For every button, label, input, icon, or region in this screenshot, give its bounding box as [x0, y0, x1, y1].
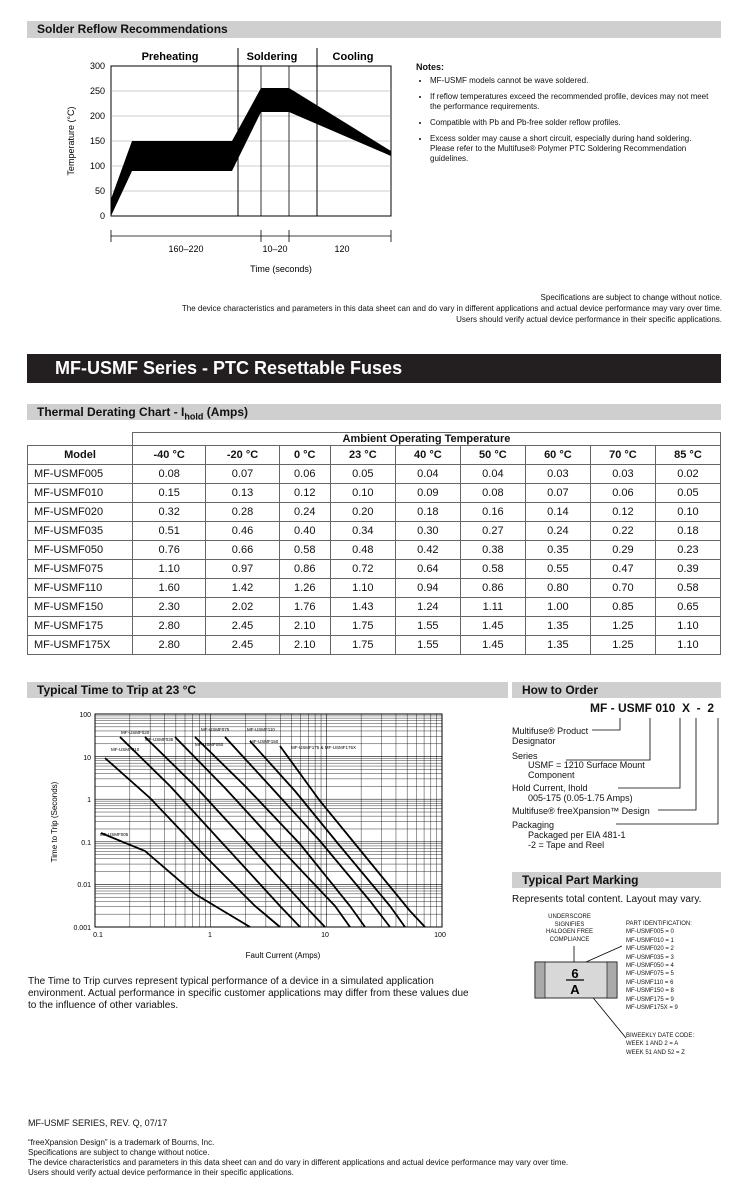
ihold-cell: 0.48 [330, 541, 395, 560]
phase-preheating: Preheating [141, 51, 199, 63]
ihold-cell: 0.09 [395, 484, 460, 503]
ihold-cell: 2.10 [279, 617, 330, 636]
svg-text:1: 1 [87, 797, 91, 804]
svg-text:MF-USMF075: MF-USMF075 [201, 727, 230, 732]
series-title: MF-USMF Series - PTC Resettable Fuses [27, 354, 721, 383]
thermal-derating-table [27, 432, 721, 655]
ihold-cell: 0.07 [525, 484, 590, 503]
interval-soldering: 10–20 [262, 244, 288, 254]
ihold-cell: 0.47 [590, 560, 655, 579]
y-axis-label: Temperature (°C) [66, 106, 76, 176]
ihold-cell: 0.07 [206, 465, 279, 484]
temperature-header: 23 °C [330, 446, 395, 465]
ihold-cell: 1.25 [590, 617, 655, 636]
part-marking-diagram [530, 944, 630, 1044]
ihold-cell: 1.55 [395, 636, 460, 655]
trip-curve-035 [145, 737, 325, 927]
temperature-header: 0 °C [279, 446, 330, 465]
svg-text:10: 10 [321, 932, 329, 939]
ihold-cell: 0.66 [206, 541, 279, 560]
ihold-cell: 0.58 [279, 541, 330, 560]
marking-note: Represents total content. Layout may vary. [512, 894, 702, 905]
model-cell: MF-USMF175X [28, 636, 133, 655]
ihold-cell: 0.12 [590, 503, 655, 522]
svg-text:0.01: 0.01 [77, 882, 91, 889]
ihold-cell: 0.13 [206, 484, 279, 503]
ihold-cell: 0.24 [279, 503, 330, 522]
order-line: Hold Current, Ihold [512, 783, 588, 793]
ihold-cell: 0.30 [395, 522, 460, 541]
table-row [28, 636, 721, 655]
part-id-list: PART IDENTIFICATION: MF-USMF005 = 0 MF-USMF010 = 1 MF-USMF020 = 2 MF-USMF035 = 3 MF-USMF050 = 4 MF-USMF075 = 5 MF-USMF110 = 6 MF-USMF150 = 8 MF-USMF175 = 9 MF-USMF175X = 9 [626, 921, 692, 1012]
ihold-cell: 0.12 [279, 484, 330, 503]
trip-x-axis-label: Fault Current (Amps) [245, 951, 321, 960]
ihold-cell: 0.18 [655, 522, 720, 541]
ihold-cell: 1.35 [525, 636, 590, 655]
ihold-cell: 1.25 [590, 636, 655, 655]
notes-block [416, 62, 716, 170]
order-line: Series [512, 751, 538, 761]
ihold-cell: 0.76 [133, 541, 206, 560]
interval-preheat: 160–220 [168, 244, 204, 254]
model-header: Model [28, 446, 133, 465]
part-marking-heading: Typical Part Marking [512, 872, 721, 888]
ihold-cell: 1.00 [525, 598, 590, 617]
svg-text:MF-USMF050: MF-USMF050 [195, 742, 224, 747]
ihold-cell: 0.72 [330, 560, 395, 579]
trip-curve-110 [225, 737, 390, 927]
ihold-cell: 0.39 [655, 560, 720, 579]
svg-text:MF-USMF020: MF-USMF020 [121, 730, 150, 735]
table-row [28, 598, 721, 617]
ihold-cell: 0.64 [395, 560, 460, 579]
ihold-cell: 1.10 [133, 560, 206, 579]
temperature-header: 70 °C [590, 446, 655, 465]
trip-gridlines [95, 714, 442, 927]
ihold-cell: 2.02 [206, 598, 279, 617]
ihold-cell: 0.80 [525, 579, 590, 598]
interval-arrows [111, 230, 391, 242]
ihold-cell: 0.04 [460, 465, 525, 484]
order-line: USMF = 1210 Surface Mount [528, 760, 645, 770]
ihold-cell: 0.70 [590, 579, 655, 598]
ihold-cell: 1.60 [133, 579, 206, 598]
ihold-cell: 0.18 [395, 503, 460, 522]
order-line: Component [528, 770, 575, 780]
ihold-cell: 0.08 [460, 484, 525, 503]
table-row [28, 560, 721, 579]
ihold-cell: 0.86 [460, 579, 525, 598]
model-cell: MF-USMF175 [28, 617, 133, 636]
ihold-cell: 0.29 [590, 541, 655, 560]
svg-text:MF-USMF005: MF-USMF005 [100, 832, 129, 837]
model-cell: MF-USMF005 [28, 465, 133, 484]
ihold-cell: 0.06 [279, 465, 330, 484]
ihold-cell: 0.58 [655, 579, 720, 598]
temperature-header: -20 °C [206, 446, 279, 465]
ihold-cell: 0.46 [206, 522, 279, 541]
table-row [28, 579, 721, 598]
ihold-cell: 1.11 [460, 598, 525, 617]
svg-text:MF-USMF035: MF-USMF035 [145, 737, 174, 742]
svg-text:MF-USMF110: MF-USMF110 [247, 727, 275, 732]
model-cell: MF-USMF035 [28, 522, 133, 541]
model-cell: MF-USMF010 [28, 484, 133, 503]
chip-terminal-right [607, 962, 617, 998]
svg-text:250: 250 [89, 86, 105, 96]
svg-text:0.1: 0.1 [93, 932, 103, 939]
chip-marking-digit: 6 [571, 966, 579, 981]
trip-plot-frame [95, 714, 442, 927]
ihold-cell: 1.55 [395, 617, 460, 636]
ihold-cell: 1.45 [460, 617, 525, 636]
ihold-cell: 0.65 [655, 598, 720, 617]
ihold-cell: 0.02 [655, 465, 720, 484]
model-cell: MF-USMF150 [28, 598, 133, 617]
ihold-cell: 0.24 [525, 522, 590, 541]
trip-heading: Typical Time to Trip at 23 °C [27, 682, 508, 698]
chip-terminal-left [535, 962, 545, 998]
order-line: 005-175 (0.05-1.75 Amps) [528, 793, 633, 803]
ihold-cell: 1.24 [395, 598, 460, 617]
ihold-cell: 0.40 [279, 522, 330, 541]
ihold-cell: 0.03 [590, 465, 655, 484]
ihold-cell: 2.80 [133, 636, 206, 655]
svg-text:MF-USMF150: MF-USMF150 [250, 739, 279, 744]
svg-text:100: 100 [434, 932, 446, 939]
ihold-cell: 0.32 [133, 503, 206, 522]
svg-text:0.1: 0.1 [81, 840, 91, 847]
date-code-legend: BIWEEKLY DATE CODE: WEEK 1 AND 2 = A WEEK 51 AND 52 = Z [626, 1033, 695, 1056]
trip-curve-labels [100, 727, 356, 837]
table-row [28, 484, 721, 503]
footer-block [28, 1138, 568, 1178]
phase-cooling: Cooling [332, 51, 374, 63]
trip-curves [101, 737, 425, 927]
footer-line: Specifications are subject to change without notice. [28, 1148, 210, 1157]
ihold-cell: 0.34 [330, 522, 395, 541]
ihold-cell: 0.23 [655, 541, 720, 560]
solder-reflow-heading: Solder Reflow Recommendations [27, 21, 721, 38]
ihold-cell: 1.76 [279, 598, 330, 617]
svg-text:200: 200 [89, 111, 105, 121]
svg-text:50: 50 [94, 186, 105, 196]
model-cell: MF-USMF050 [28, 541, 133, 560]
footer-line: Users should verify actual device performance in their specific applications. [28, 1168, 294, 1177]
ihold-cell: 0.04 [395, 465, 460, 484]
svg-text:1: 1 [208, 932, 212, 939]
ihold-cell: 1.10 [655, 617, 720, 636]
ihold-cell: 0.22 [590, 522, 655, 541]
ihold-cell: 0.08 [133, 465, 206, 484]
derating-heading: Thermal Derating Chart - $I_{hold}$ (Amps) [27, 404, 721, 420]
table-row [28, 541, 721, 560]
ihold-cell: 0.28 [206, 503, 279, 522]
time-to-trip-chart [45, 706, 455, 968]
svg-text:0.001: 0.001 [73, 925, 91, 932]
order-line: Multifuse® freeXpansion™ Design [512, 806, 650, 816]
note-item: • Excess solder may cause a short circuit, especially during hand soldering. Please refer to the Multifuse® Polymer PTC Soldering Recommendation guidelines. [430, 134, 716, 164]
how-to-order-heading: How to Order [512, 682, 721, 698]
ihold-cell: 1.75 [330, 617, 395, 636]
ihold-cell: 1.35 [525, 617, 590, 636]
revision-label: MF-USMF SERIES, REV. Q, 07/17 [28, 1118, 168, 1128]
solder-reflow-chart [60, 44, 405, 276]
trip-y-ticks [73, 712, 91, 932]
reflow-profile-band [111, 88, 391, 216]
temperature-header: 85 °C [655, 446, 720, 465]
phase-soldering: Soldering [246, 51, 298, 63]
interval-cooling: 120 [334, 244, 350, 254]
ihold-cell: 1.45 [460, 636, 525, 655]
trip-x-ticks [93, 932, 446, 939]
ihold-cell: 0.42 [395, 541, 460, 560]
ihold-cell: 2.45 [206, 617, 279, 636]
ihold-cell: 1.43 [330, 598, 395, 617]
footer-line: “freeXpansion Design” is a trademark of Bourns, Inc. [28, 1138, 215, 1147]
ihold-cell: 0.05 [655, 484, 720, 503]
svg-text:300: 300 [89, 61, 105, 71]
temperature-header: -40 °C [133, 446, 206, 465]
svg-text:10: 10 [83, 755, 91, 762]
ihold-cell: 0.10 [330, 484, 395, 503]
model-cell: MF-USMF110 [28, 579, 133, 598]
disclaimer-top [182, 292, 722, 325]
temperature-header: 40 °C [395, 446, 460, 465]
underscore-legend: UNDERSCORE SIGNIFIES HALOGEN FREE COMPLIANCE [546, 914, 594, 943]
svg-text:0: 0 [99, 211, 105, 221]
ihold-cell: 2.45 [206, 636, 279, 655]
chip-marking-date: A [570, 982, 580, 997]
ihold-cell: 2.30 [133, 598, 206, 617]
order-line: Packaged per EIA 481-1 [528, 830, 626, 840]
order-line: Designator [512, 736, 556, 746]
order-code: MF - USMF 010 X - 2 [590, 701, 715, 715]
trip-curve-075 [195, 737, 365, 927]
ihold-cell: 0.06 [590, 484, 655, 503]
ihold-cell: 0.55 [525, 560, 590, 579]
trip-paragraph: The Time to Trip curves represent typical performance of a device in a simulated application environment. Actual performance in specific customer applications may differ from these values due to the influence of other variables. [28, 976, 469, 1011]
trip-y-axis-label: Time to Trip (Seconds) [50, 781, 59, 863]
ihold-cell: 2.10 [279, 636, 330, 655]
ihold-cell: 0.27 [460, 522, 525, 541]
table-row [28, 503, 721, 522]
note-item: • Compatible with Pb and Pb-free solder reflow profiles. [430, 118, 716, 128]
ihold-cell: 0.97 [206, 560, 279, 579]
ihold-cell: 1.75 [330, 636, 395, 655]
ihold-cell: 0.20 [330, 503, 395, 522]
svg-text:MF-USMF175 & MF-USMF175X: MF-USMF175 & MF-USMF175X [291, 745, 357, 750]
ihold-cell: 1.26 [279, 579, 330, 598]
svg-text:MF-USMF010: MF-USMF010 [111, 747, 140, 752]
trip-curve-005 [101, 833, 250, 927]
note-item: • If reflow temperatures exceed the recommended profile, devices may not meet the performance requirements. [430, 92, 716, 112]
model-cell: MF-USMF075 [28, 560, 133, 579]
ihold-cell: 1.10 [330, 579, 395, 598]
ihold-cell: 0.35 [525, 541, 590, 560]
ihold-cell: 1.42 [206, 579, 279, 598]
model-cell: MF-USMF020 [28, 503, 133, 522]
order-line: Multifuse® Product [512, 726, 589, 736]
ihold-cell: 0.85 [590, 598, 655, 617]
table-row [28, 522, 721, 541]
disclaimer-line: Specifications are subject to change without notice. [540, 293, 722, 302]
ihold-cell: 0.94 [395, 579, 460, 598]
trip-curve-175 [280, 746, 425, 927]
svg-text:150: 150 [89, 136, 105, 146]
ihold-cell: 0.38 [460, 541, 525, 560]
disclaimer-line: Users should verify actual device performance in their specific applications. [456, 315, 722, 324]
table-row [28, 465, 721, 484]
note-item: • MF-USMF models cannot be wave soldered. [430, 76, 716, 86]
svg-text:100: 100 [89, 161, 105, 171]
ihold-cell: 0.58 [460, 560, 525, 579]
order-line: -2 = Tape and Reel [528, 840, 605, 850]
order-line: Packaging [512, 820, 555, 830]
footer-line: The device characteristics and parameters in this data sheet can and do vary in different applications and actual device performance may vary over time. [28, 1158, 569, 1167]
ihold-cell: 0.10 [655, 503, 720, 522]
y-tick-labels [90, 61, 105, 221]
svg-text:100: 100 [79, 712, 91, 719]
ihold-cell: 2.80 [133, 617, 206, 636]
ihold-cell: 0.03 [525, 465, 590, 484]
ihold-cell: 0.15 [133, 484, 206, 503]
ihold-cell: 0.05 [330, 465, 395, 484]
temperature-header: 50 °C [460, 446, 525, 465]
temperature-header: 60 °C [525, 446, 590, 465]
disclaimer-line: The device characteristics and parameters in this data sheet can and do vary in different applications and actual device performance may vary over time. [181, 304, 722, 313]
ihold-cell: 1.10 [655, 636, 720, 655]
group-header: Ambient Operating Temperature [133, 433, 721, 446]
ihold-cell: 0.14 [525, 503, 590, 522]
x-axis-label: Time (seconds) [250, 264, 312, 274]
ihold-cell: 0.16 [460, 503, 525, 522]
ihold-cell: 0.51 [133, 522, 206, 541]
ihold-cell: 0.86 [279, 560, 330, 579]
table-row [28, 617, 721, 636]
notes-title: Notes: [416, 62, 445, 72]
